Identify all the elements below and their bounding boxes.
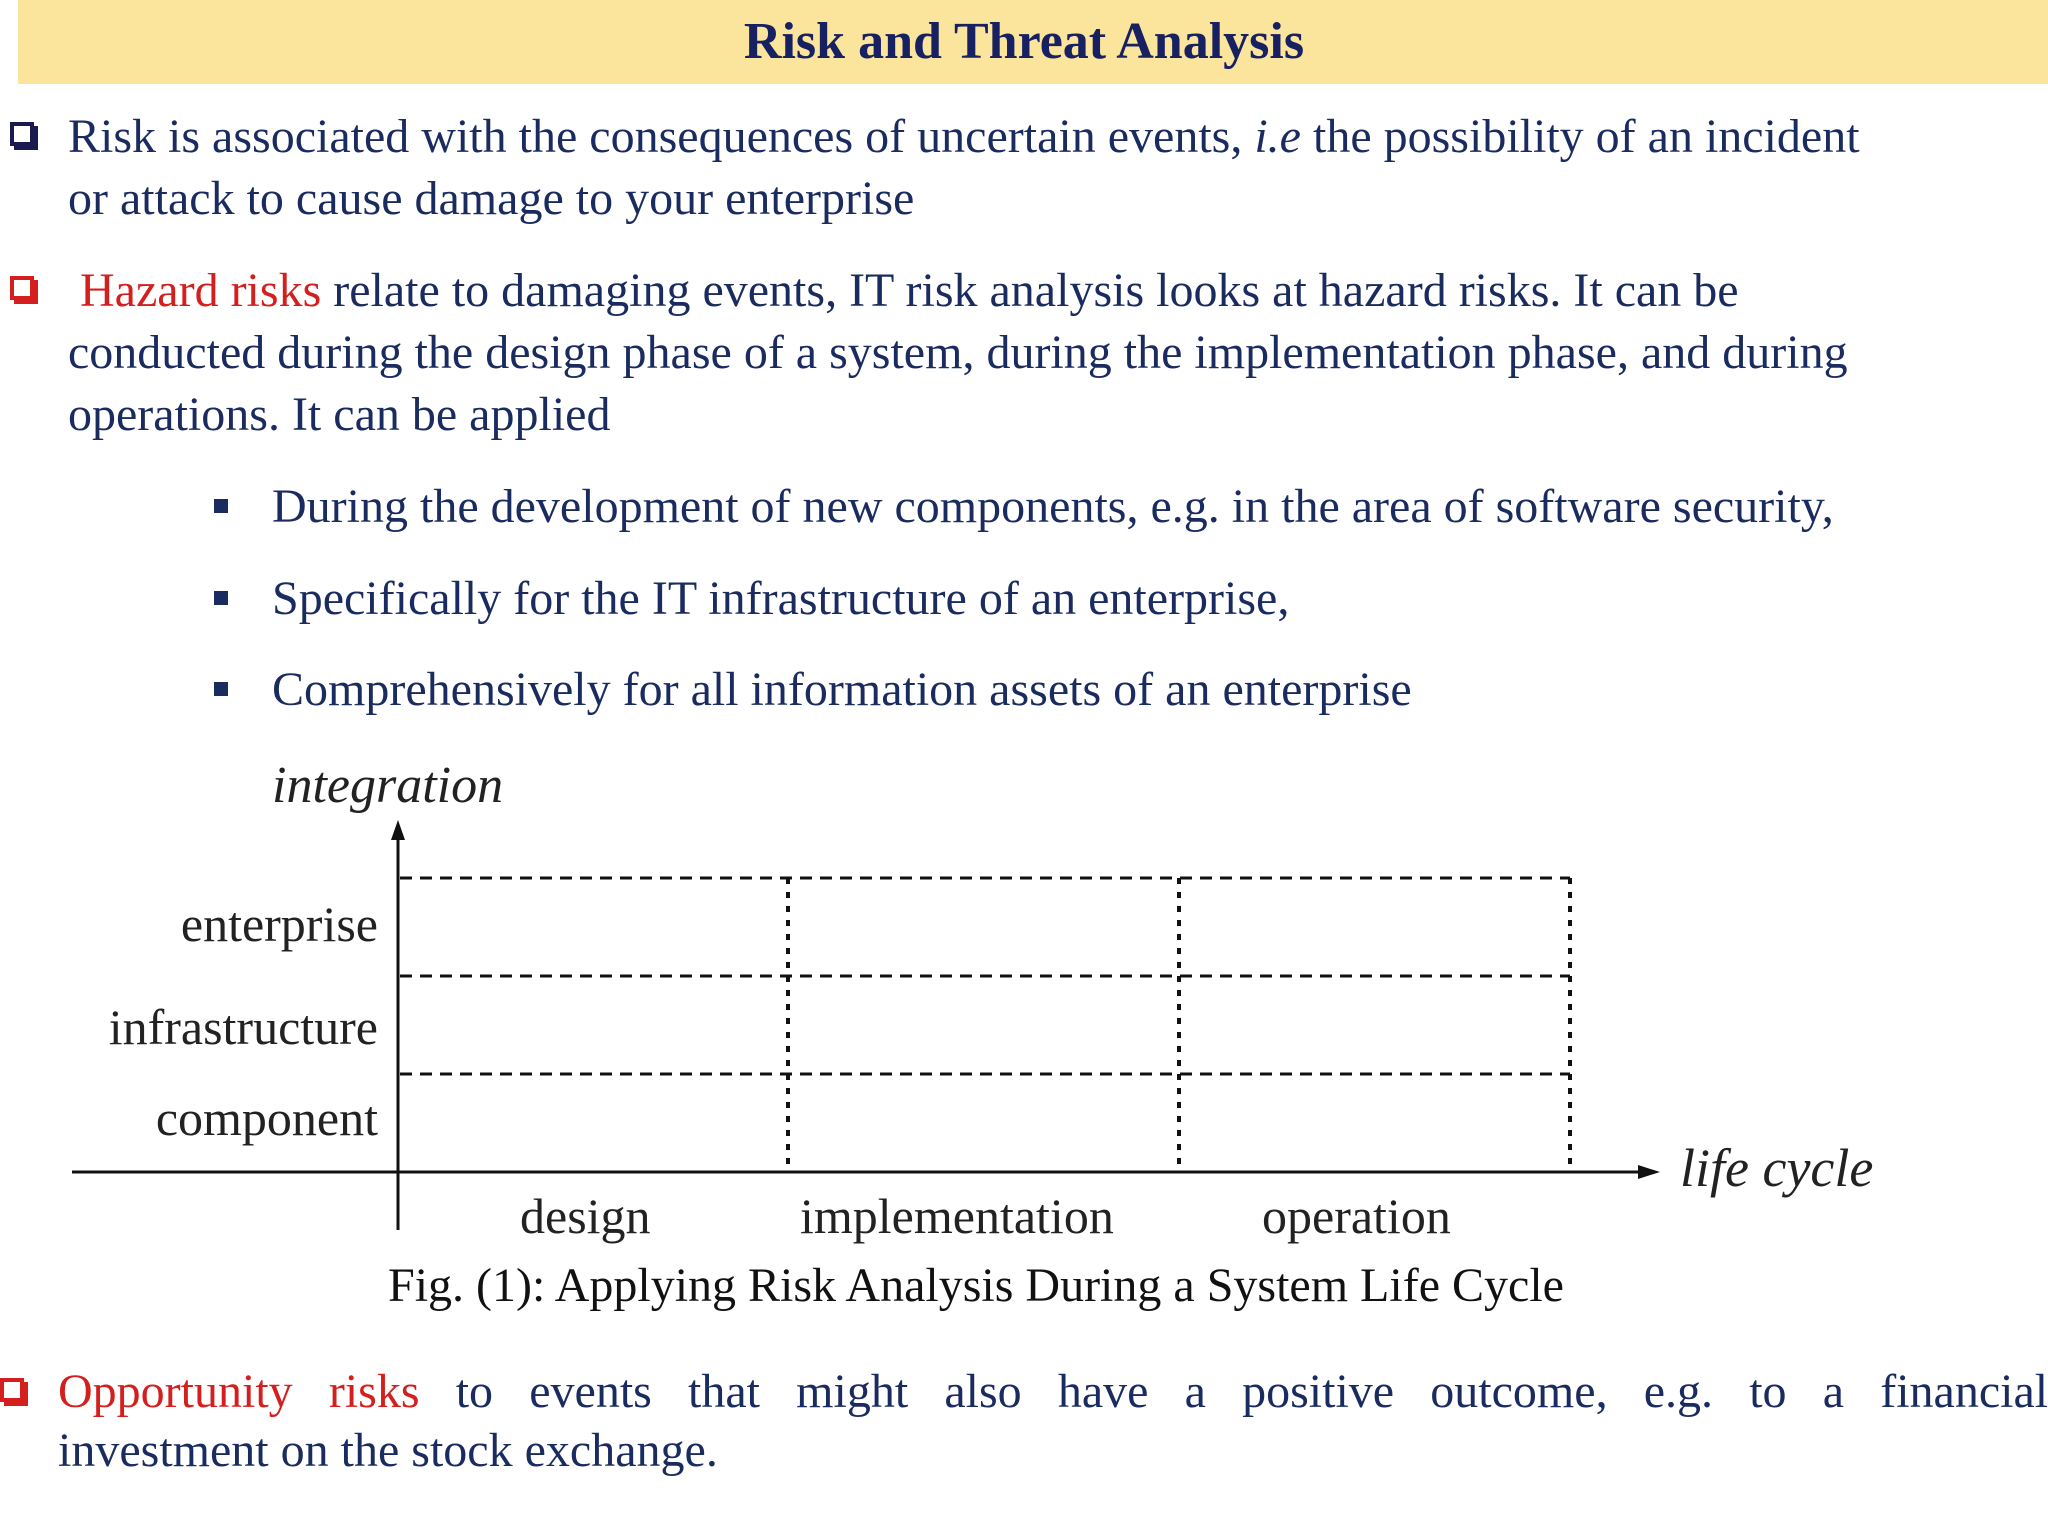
slide-title: Risk and Threat Analysis — [743, 13, 1305, 70]
y-level-label: infrastructure — [108, 999, 378, 1055]
word: might — [796, 1365, 909, 1418]
word: events — [529, 1365, 652, 1418]
risks-highlight: risks — [328, 1365, 420, 1418]
y-level-label: component — [155, 1090, 378, 1146]
bullet2-text-rest: relate to damaging events, IT risk analysis looks at hazard risks. It can be — [321, 264, 1739, 317]
word: to — [455, 1365, 494, 1418]
word: financial — [1880, 1365, 2048, 1418]
figure-caption: Fig. (1): Applying Risk Analysis During a System Life Cycle — [388, 1259, 1564, 1312]
x-phase-label: operation — [1262, 1188, 1451, 1244]
hazard-risks-highlight: Hazard risks — [80, 264, 322, 317]
opportunity-highlight: Opportunity — [58, 1365, 293, 1418]
y-axis-arrowhead — [391, 820, 405, 840]
bullet2-line2: conducted during the design phase of a system, during the implementation phase, and during — [68, 326, 1848, 379]
checkbox-bullet-icon — [0, 1378, 24, 1402]
word: have — [1057, 1365, 1149, 1418]
word: positive — [1242, 1365, 1395, 1418]
x-phase-label: design — [520, 1188, 651, 1244]
x-phase-label: implementation — [800, 1188, 1114, 1244]
bullet1-text-post: the possibility of an incident — [1300, 110, 1860, 163]
word: a — [1822, 1365, 1845, 1418]
bullet3-line2: investment on the stock exchange. — [58, 1424, 718, 1477]
bullet2-line3: operations. It can be applied — [68, 388, 611, 441]
y-axis-label: integration — [272, 757, 504, 814]
word: that — [688, 1365, 760, 1418]
word: e.g. — [1643, 1365, 1714, 1418]
word: also — [944, 1365, 1022, 1418]
bullet3-line1 — [58, 1362, 2048, 1422]
sub-item: Specifically for the IT infrastructure of an enterprise, — [272, 572, 1290, 625]
bullet1-line2: or attack to cause damage to your enterprise — [68, 172, 915, 225]
y-level-label: enterprise — [180, 896, 378, 952]
bullet1-text-pre: Risk is associated with the consequences of uncertain events, — [68, 110, 1255, 163]
sub-item: Comprehensively for all information assets of an enterprise — [272, 663, 1412, 716]
x-axis-arrowhead — [1638, 1165, 1660, 1179]
word: a — [1184, 1365, 1206, 1418]
x-axis-label: life cycle — [1680, 1138, 1874, 1198]
bullet1-text-ital: i.e — [1254, 110, 1301, 163]
word: outcome, — [1430, 1365, 1608, 1418]
word: to — [1749, 1365, 1787, 1418]
sub-item: During the development of new components, e.g. in the area of software security, — [272, 480, 1834, 533]
